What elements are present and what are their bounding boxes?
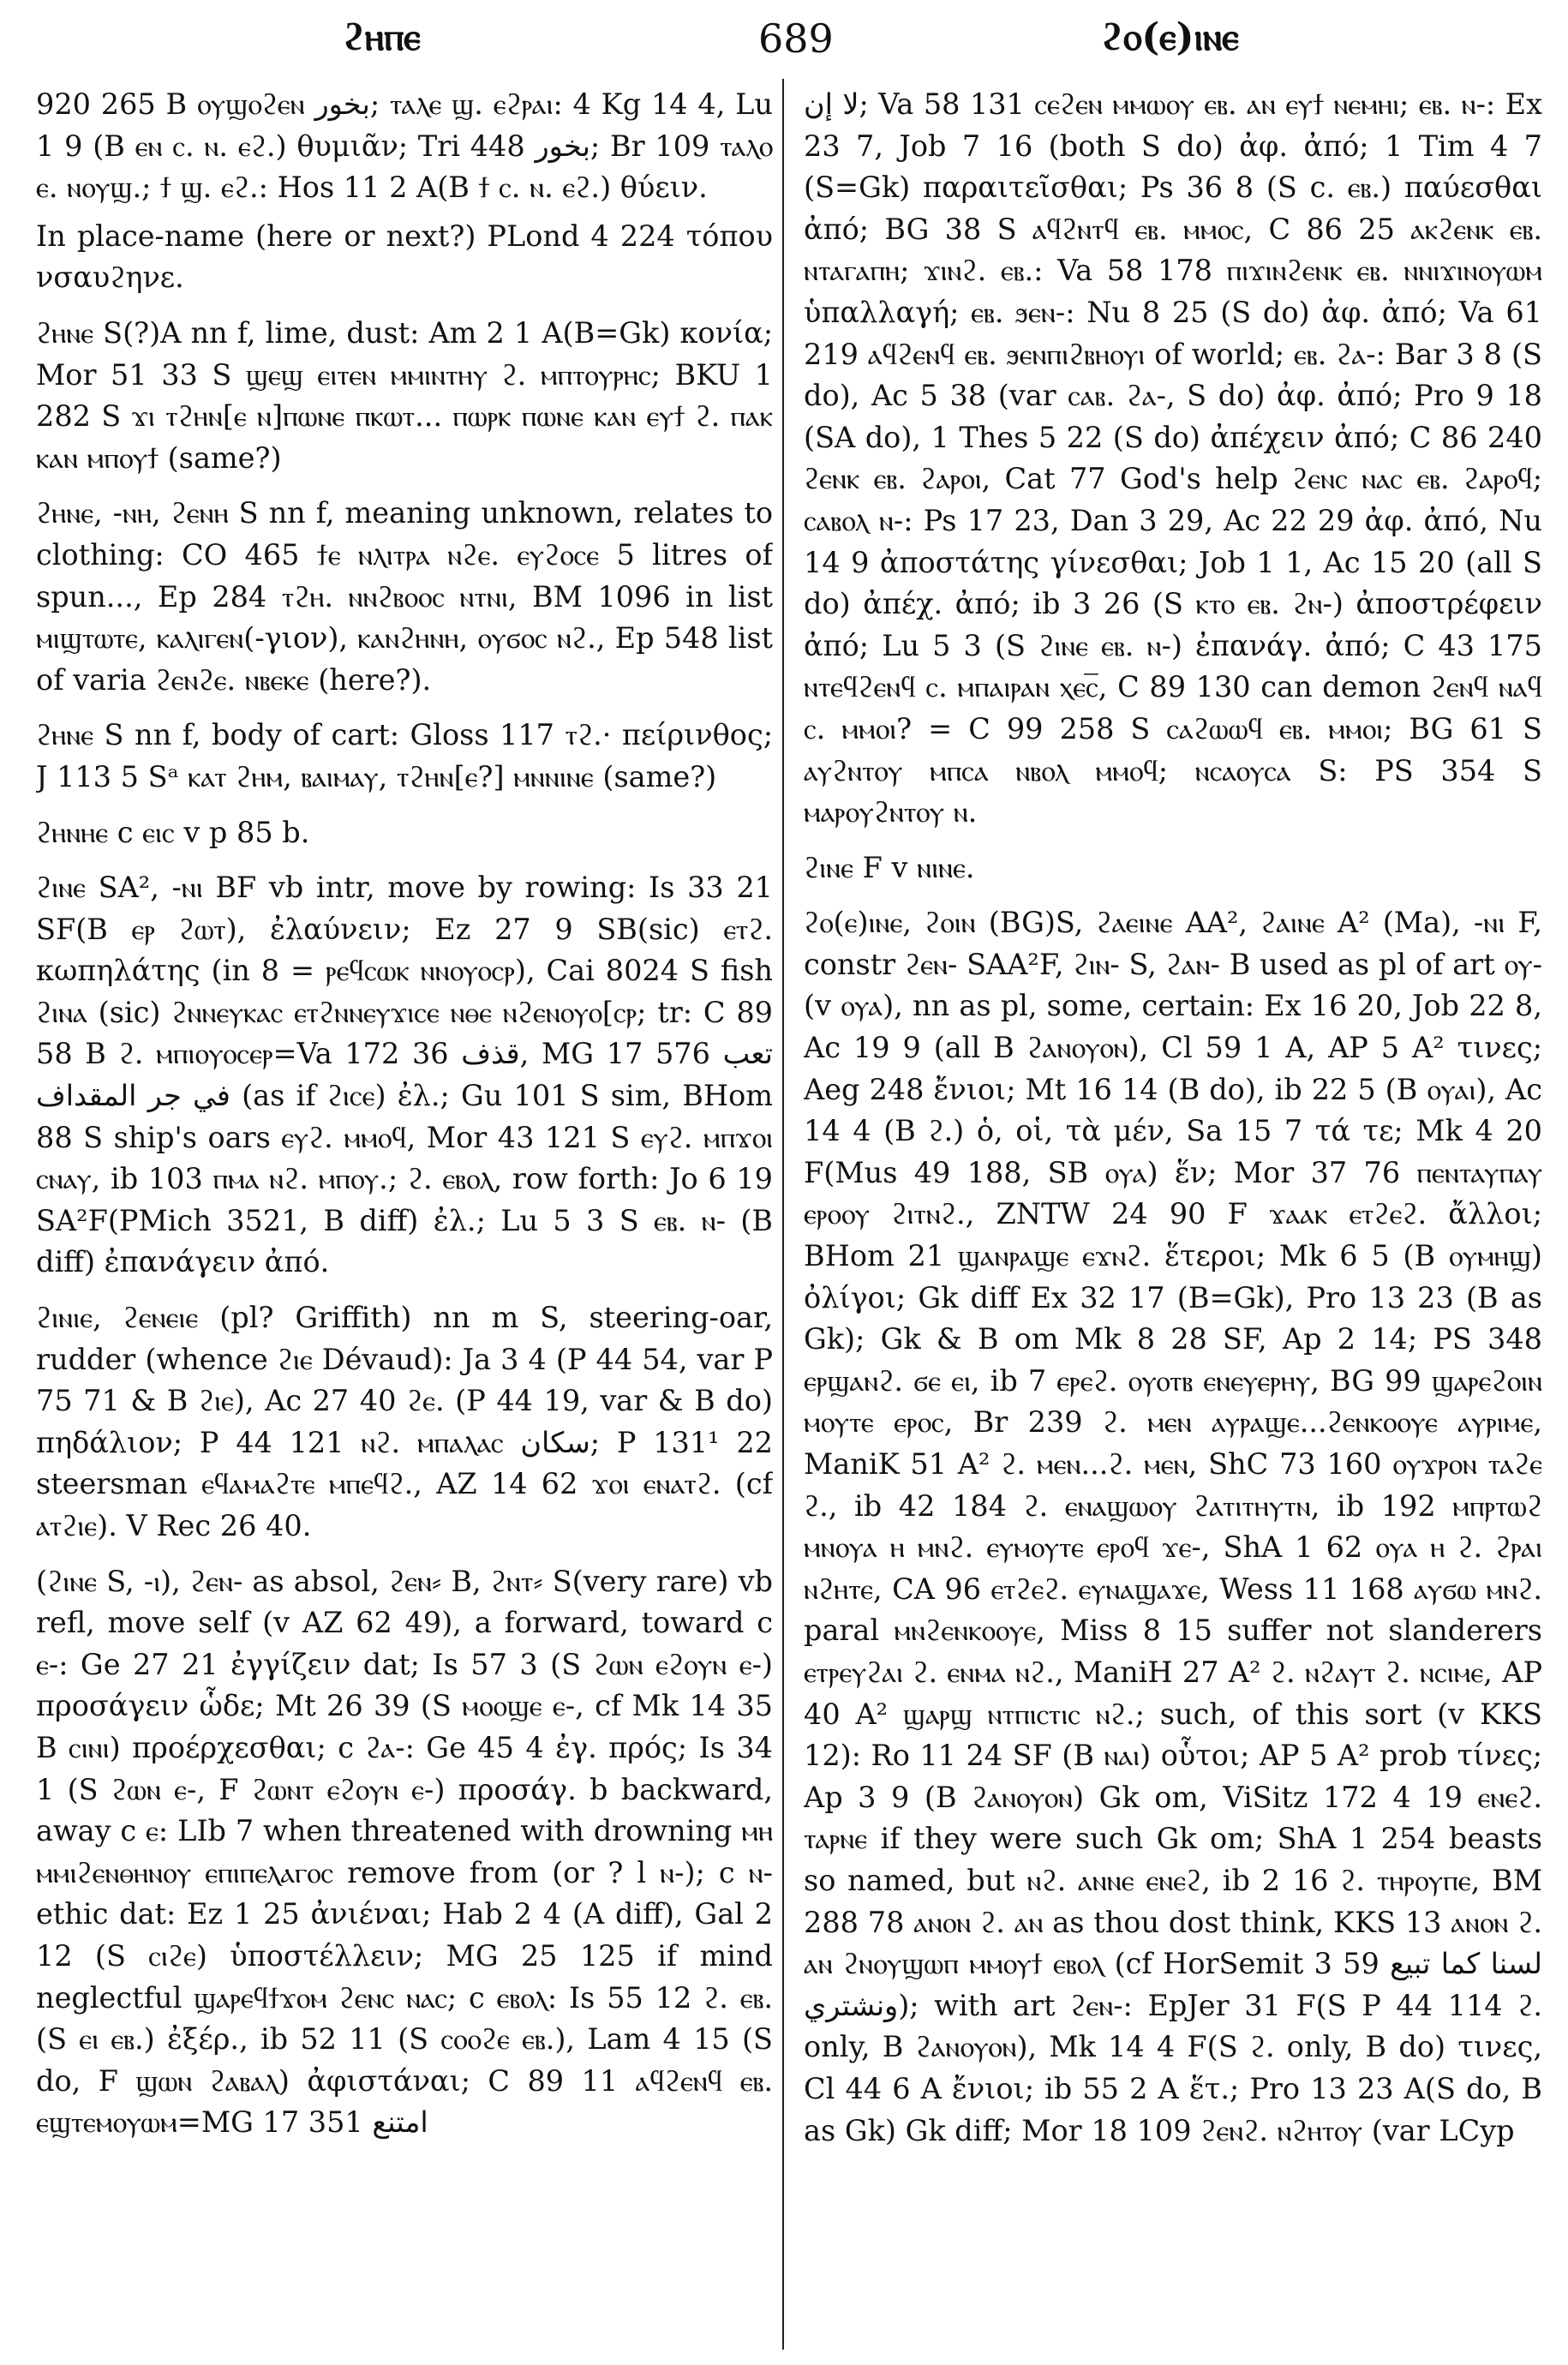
entry-paragraph: In place-name (here or next?) PLond 4 224 τόπου νσαυϩηνε. [36, 219, 773, 295]
entry-paragraph: ϩⲟ(ⲉ)ⲓⲛⲉ, ϩⲟⲓⲛ (BG)S, ϩⲁⲉⲓⲛⲉ AA², ϩⲁⲓⲛⲉ A² (Ma), -ⲛⲓ F, constr ϩⲉⲛ- SAA²F, ϩⲓⲛ- S, ϩⲁⲛ- B used as pl of art ⲟⲩ- (v ⲟⲩⲁ), nn as pl, some, certain: Ex 16 20, Job 22 8, Ac 19 9 (all B ϩⲁⲛⲟⲩⲟⲛ), Cl 59 1 A, AP 5 A² τινες; Aeg 248 ἔνιοι; Mt 16 14 (B do), ib 22 5 (B ⲟⲩⲁⲓ), Ac 14 4 (B ϩ.) ὁ, οἱ, τὰ μέν, Sa 15 7 τά τε; Mk 4 20 F(Mus 49 188, SB ⲟⲩⲁ) ἕν; Mor 37 76 ⲡⲉⲛⲧⲁⲩⲡⲁⲩ ⲉⲣⲟⲟⲩ ϩⲓⲧⲛϩ., ZNTW 24 90 F ϫⲁⲁⲕ ⲉⲧϩⲉϩ. ἄλλοι; BHom 21 ϣⲁⲛⲣⲁϣⲉ ⲉϫⲛϩ. ἕτεροι; Mk 6 5 (B ⲟⲩⲙⲏϣ) ὀλίγοι; Gk diff Ex 32 17 (B=Gk), Pro 13 23 (B as Gk); Gk & B om Mk 8 28 SF, Ap 2 14; PS 348 ⲉⲣϣⲁⲛϩ. ϭⲉ ⲉⲓ, ib 7 ⲉⲣⲉϩ. ⲟⲩⲟⲧⲃ ⲉⲛⲉⲩⲉⲣⲏⲩ, BG 99 ϣⲁⲣⲉϩⲟⲓⲛ ⲙⲟⲩⲧⲉ ⲉⲣⲟⲥ, Br 239 ϩ. ⲙⲉⲛ ⲁⲩⲣⲁϣⲉ...ϩⲉⲛⲕⲟⲟⲩⲉ ⲁⲩⲣⲓⲙⲉ, ManiK 51 A² ϩ. ⲙⲉⲛ...ϩ. ⲙⲉⲛ, ShC 73 160 ⲟⲩϫⲣⲟⲛ ⲧⲁϩⲉ ϩ., ib 42 184 ϩ. ⲉⲛⲁϣⲱⲟⲩ ϩⲁⲧⲓⲧⲏⲩⲧⲛ, ib 192 ⲙⲡⲣⲧⲱϩ ⲙⲛⲟⲩⲁ ⲏ ⲙⲛϩ. ⲉⲩⲙⲟⲩⲧⲉ ⲉⲣⲟϥ ϫⲉ-, ShA 1 62 ⲟⲩⲁ ⲏ ϩ. ϩⲣⲁⲓ ⲛϩⲏⲧⲉ, CA 96 ⲉⲧϩⲉϩ. ⲉⲩⲛⲁϣⲁϫⲉ, Wess 11 168 ⲁⲩϭⲱ ⲙⲛϩ. paral ⲙⲛϩⲉⲛⲕⲟⲟⲩⲉ, Miss 8 15 suffer not slanderers ⲉⲧⲣⲉⲩϩⲁⲓ ϩ. ⲉⲛⲙⲁ ⲛϩ., ManiH 27 A² ϩ. ⲛϩⲁⲩⲧ ϩ. ⲛⲥⲓⲙⲉ, AP 40 A² ϣⲁⲣϣ ⲛⲧⲡⲓⲥⲧⲓⲥ ⲛϩ.; such, of this sort (v KKS 12): Ro 11 24 SF (B ⲛⲁⲓ) οὗτοι; AP 5 A² prob τίνες; Ap 3 9 (B ϩⲁⲛⲟⲩⲟⲛ) Gk om, ViSitz 172 4 19 ⲉⲛⲉϩ. ⲧⲁⲣⲛⲉ if they were such Gk om; ShA 1 254 beasts so named, but ⲛϩ. ⲁⲛⲛⲉ ⲉⲛⲉϩ, ib 2 16 ϩ. ⲧⲏⲣⲟⲩⲡⲉ, BM 288 78 ⲁⲛⲟⲛ ϩ. ⲁⲛ as thou dost think, KKS 13 ⲁⲛⲟⲛ ϩ. ⲁⲛ ϩⲛⲟⲩϣⲱⲡ ⲙⲙⲟⲩϯ ⲉⲃⲟⲗ (cf HorSemit 3 59 لسنا كما تبيع ونشتري); with art ϩⲉⲛ-: EpJer 31 F(S P 44 114 ϩ. only, B ϩⲁⲛⲟⲩⲟⲛ), Mk 14 4 F(S ϩ. only, B do) τινες, Cl 44 6 A ἔνιοι; ib 55 2 A ἕτ.; Pro 13 23 A(S do, B as Gk) Gk diff; Mor 18 109 ϩⲉⲛϩ. ⲛϩⲏⲧⲟⲩ (var LCyp [804, 906, 1542, 2147]
entry-paragraph: ϩⲏⲛⲉ S(?)A nn f, lime, dust: Am 2 1 A(B=Gk) κονία; Mor 51 33 S ϣⲉϣ ⲉⲓⲧⲉⲛ ⲙⲙⲓⲛⲧⲏⲩ ϩ. ⲙⲡⲧⲟⲩⲣⲏⲥ; BKU 1 282 S ϫⲓ ⲧϩⲏⲛ[ⲉ ⲛ]ⲡⲱⲛⲉ ⲡⲕⲱⲧ... ⲡⲱⲣⲕ ⲡⲱⲛⲉ ⲕⲁⲛ ⲉⲩϯ ϩ. ⲡⲁⲕ ⲕⲁⲛ ⲙⲡⲟⲩϯ (same?) [36, 315, 773, 475]
entry-continuation: 920 265 B ⲟⲩϣⲟϩⲉⲛ بخور; ⲧⲁⲗⲉ ϣ. ⲉϩⲣⲁⲓ: 4 Kg 14 4, Lu 1 9 (B ⲉⲛ ⲥ. ⲛ. ⲉϩ.) θυμιᾶν; Tri 448 بخور; Br 109 ⲧⲁⲗⲟ ⲉ. ⲛⲟⲩϣ.; ϯ ϣ. ⲉϩ.: Hos 11 2 A(B ϯ ⲥ. ⲛ. ⲉϩ.) θύειν. [36, 87, 773, 205]
entry-paragraph: ϩⲏⲛⲉ, -ⲛⲏ, ϩⲉⲛⲏ S nn f, meaning unknown, relates to clothing: CO 465 ϯⲉ ⲛⲗⲓⲧⲣⲁ ⲛϩⲉ. ⲉⲩϩⲟⲥⲉ 5 litres of spun..., Ep 284 ⲧϩⲏ. ⲛⲛϩⲃⲟⲟⲥ ⲛⲧⲛⲓ, BM 1096 in list ⲙⲓϣⲧⲱⲧⲉ, ⲕⲁⲗⲓⲅⲉⲛ(-γιον), ⲕⲁⲛϩⲏⲛⲏ, ⲟⲩϭⲟⲥ ⲛϩ., Ep 548 list of varia ϩⲉⲛϩⲉ. ⲛⲃⲉⲕⲉ (here?). [36, 496, 773, 697]
entry-paragraph: ϩⲏⲛⲏⲉ c ⲉⲓⲥ v p 85 b. [36, 815, 310, 849]
left-column [36, 84, 773, 2348]
left-running-head: ϩⲏⲡⲉ [343, 15, 421, 59]
column-divider [782, 79, 784, 2350]
entry-paragraph: ϩⲓⲛⲉ F v ⲛⲓⲛⲉ. [804, 850, 975, 884]
right-column [804, 84, 1542, 2348]
entry-continuation: لا إن; Va 58 131 ⲥⲉϩⲉⲛ ⲙⲙⲱⲟⲩ ⲉⲃ. ⲁⲛ ⲉⲩϯ ⲛⲉⲙⲏⲓ; ⲉⲃ. ⲛ-: Ex 23 7, Job 7 16 (both S do) ἀφ. ἀπό; 1 Tim 4 7 (S=Gk) παραιτεῖσθαι; Ps 36 8 (S c. ⲉⲃ.) παύεσθαι ἀπό; BG 38 S ⲁϥϩⲛⲧϥ ⲉⲃ. ⲙⲙⲟⲥ, C 86 25 ⲁⲕϩⲉⲛⲕ ⲉⲃ. ⲛⲧⲁⲅⲁⲡⲏ; ϫⲓⲛϩ. ⲉⲃ.: Va 58 178 ⲡⲓϫⲓⲛϩⲉⲛⲕ ⲉⲃ. ⲛⲛⲓϫⲓⲛⲟⲩⲱⲙ ὑπαλλαγή; ⲉⲃ. ϧⲉⲛ-: Nu 8 25 (S do) ἀφ. ἀπό; Va 61 219 ⲁϥϩⲉⲛϥ ⲉⲃ. ϧⲉⲛⲡⲓϩⲃⲏⲟⲩⲓ of world; ⲉⲃ. ϩⲁ-: Bar 3 8 (S do), Ac 5 38 (var ⲥⲁⲃ. ϩⲁ-, S do) ἀφ. ἀπό; Pro 9 18 (SA do), 1 Thes 5 22 (S do) ἀπέχειν ἀπό; C 86 240 ϩⲉⲛⲕ ⲉⲃ. ϩⲁⲣⲟⲓ, Cat 77 God's help ϩⲉⲛⲥ ⲛⲁⲥ ⲉⲃ. ϩⲁⲣⲟϥ; ⲥⲁⲃⲟⲗ ⲛ-: Ps 17 23, Dan 3 29, Ac 22 29 ἀφ. ἀπό, Nu 14 9 ἀποστάτης γίνεσθαι; Job 1 1, Ac 15 20 (all S do) ἀπέχ. ἀπό; ib 3 26 (S ⲕⲧⲟ ⲉⲃ. ϩⲛ-) ἀποστρέφειν ἀπό; Lu 5 3 (S ϩⲓⲛⲉ ⲉⲃ. ⲛ-) ἐπανάγ. ἀπό; C 43 175 ⲛⲧⲉϥϩⲉⲛϥ ⲥ. ⲙⲡⲁⲓⲣⲁⲛ ⲭⲉⲥ̅, C 89 130 can demon ϩⲉⲛϥ ⲛⲁϥ ⲥ. ⲙⲙⲟⲓ? = C 99 258 S ⲥⲁϩⲱⲱϥ ⲉⲃ. ⲙⲙⲟⲓ; BG 61 S ⲁⲩϩⲛⲧⲟⲩ ⲙⲡⲥⲁ ⲛⲃⲟⲗ ⲙⲙⲟϥ; ⲛⲥⲁⲟⲩⲥⲁ S: PS 354 S ⲙⲁⲣⲟⲩϩⲛⲧⲟⲩ ⲛ. [804, 87, 1542, 829]
page-number: 689 [758, 15, 834, 62]
entry-paragraph: ϩⲏⲛⲉ S nn f, body of cart: Gloss 117 ⲧϩ.· πείρινθος; J 113 5 Sᵃ ⲕⲁⲧ ϩⲏⲙ, ⲃⲁⲓⲙⲁⲩ, ⲧϩⲏⲛ[ⲉ?] ⲙⲛⲛⲓⲛⲉ (same?) [36, 718, 773, 793]
entry-paragraph: ϩⲓⲛⲓⲉ, ϩⲉⲛⲉⲓⲉ (pl? Griffith) nn m S, steering-oar, rudder (whence ϩⲓⲉ Dévaud): Ja 3 4 (P 44 54, var P 75 71 & B ϩⲓⲉ), Ac 27 40 ϩⲉ. (P 44 19, var & B do) πηδάλιον; P 44 121 ⲛϩ. ⲙⲡⲁⲗⲁⲥ سكان; P 131¹ 22 steersman ⲉϥⲁⲙⲁϩⲧⲉ ⲙⲡⲉϥϩ., AZ 14 62 ϫⲟⲓ ⲉⲛⲁⲧϩ. (cf ⲁⲧϩⲓⲉ). V Rec 26 40. [36, 1301, 773, 1542]
entry-paragraph: (ϩⲓⲛⲉ S, -ⲓ), ϩⲉⲛ- as absol, ϩⲉⲛ⸗ B, ϩⲛⲧ⸗ S(very rare) vb refl, move self (v AZ 62 49), a forward, toward c ⲉ-: Ge 27 21 ἐγγίζειν dat; Is 57 3 (S ϩⲱⲛ ⲉϩⲟⲩⲛ ⲉ-) προσάγειν ὧδε; Mt 26 39 (S ⲙⲟⲟϣⲉ ⲉ-, cf Mk 14 35 B ⲥⲓⲛⲓ) προέρχεσθαι; c ϩⲁ-: Ge 45 4 ἐγ. πρός; Is 34 1 (S ϩⲱⲛ ⲉ-, F ϩⲱⲛⲧ ⲉϩⲟⲩⲛ ⲉ-) προσάγ. b backward, away c ⲉ: LIb 7 when threatened with drowning ⲙⲏ ⲙⲙⲓϩⲉⲛⲑⲏⲛⲟⲩ ⲉⲡⲓⲡⲉⲗⲁⲅⲟⲥ remove from (or ? l ⲛ-); c ⲛ- ethic dat: Ez 1 25 ἀνιέναι; Hab 2 4 (A diff), Gal 2 12 (S ⲥⲓϩⲉ) ὑποστέλλειν; MG 25 125 if mind neglectful ϣⲁⲣⲉϥϯϫⲟⲙ ϩⲉⲛⲥ ⲛⲁⲥ; c ⲉⲃⲟⲗ: Is 55 12 ϩ. ⲉⲃ. (S ⲉⲓ ⲉⲃ.) ἐξέρ., ib 52 11 (S ⲥⲟⲟϩⲉ ⲉⲃ.), Lam 4 15 (S do, F ϣⲱⲛ ϩⲁⲃⲁⲗ) ἀφιστάναι; C 89 11 ⲁϥϩⲉⲛϥ ⲉⲃ. ⲉϣⲧⲉⲙⲟⲩⲱⲙ=MG 17 351 امتنع [36, 1564, 773, 2140]
right-running-head: ϩⲟ(ⲉ)ⲓⲛⲉ [1101, 15, 1239, 59]
entry-paragraph: ϩⲓⲛⲉ SA², -ⲛⲓ BF vb intr, move by rowing: Is 33 21 SF(B ⲉⲣ ϩⲱⲧ), ἐλαύνειν; Ez 27 9 SB(sic) ⲉⲧϩ. κωπηλάτης (in 8 = ⲣⲉϥⲥⲱⲕ ⲛⲛⲟⲩⲟⲥⲣ), Cai 8024 S fish ϩⲓⲛⲁ (sic) ϩⲛⲛⲉⲩⲕⲁⲥ ⲉⲧϩⲛⲛⲉⲩϫⲓⲥⲉ ⲛⲑⲉ ⲛϩⲉⲛⲟⲩⲟ[ⲥⲣ; tr: C 89 58 B ϩ. ⲙⲡⲓⲟⲩⲟⲥⲉⲣ=Va 172 36 قذف, MG 17 576 تعب في جر المقداف (as if ϩⲓⲥⲉ) ἐλ.; Gu 101 S sim, BHom 88 S ship's oars ⲉⲩϩ. ⲙⲙⲟϥ, Mor 43 121 S ⲉⲩϩ. ⲙⲡϫⲟⲓ ⲥⲛⲁⲩ, ib 103 ⲡⲙⲁ ⲛϩ. ⲙⲡⲟⲩ.; ϩ. ⲉⲃⲟⲗ, row forth: Jo 6 19 SA²F(PMich 3521, B diff) ἐλ.; Lu 5 3 S ⲉⲃ. ⲛ- (B diff) ἐπανάγειν ἀπό. [36, 871, 773, 1279]
